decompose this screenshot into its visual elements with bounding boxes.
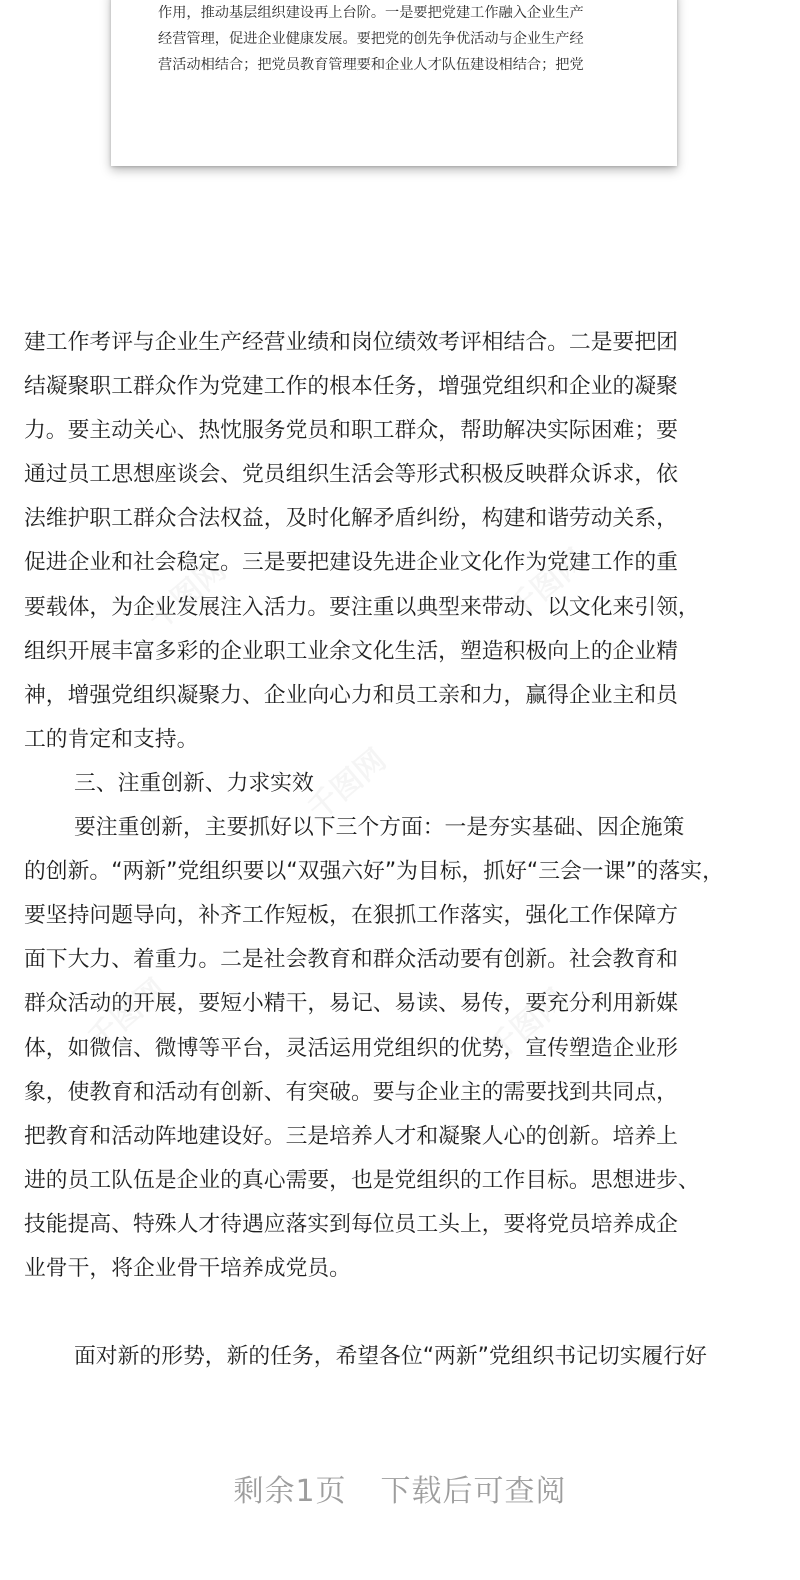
preview-line: 经营管理，促进企业健康发展。要把党的创先争优活动与企业生产经 [158,31,584,47]
preview-text [158,0,638,78]
text-line: 通过员工思想座谈会、党员组织生活会等形式积极反映群众诉求，依 [24,462,678,488]
text-line: 业骨干，将企业骨干培养成党员。 [24,1255,351,1281]
text-line: 要载体，为企业发展注入活力。要注重以典型来带动、以文化来引领， [24,594,700,620]
paragraph-3: 面对新的形势，新的任务，希望各位“两新”党组织书记切实履行好 [74,1344,707,1370]
text-line: 促进企业和社会稳定。三是要把建设先进企业文化作为党建工作的重 [24,550,678,576]
text-line: 要坚持问题导向，补齐工作短板，在狠抓工作落实，强化工作保障方 [24,903,678,929]
watermark: 千图网 [501,542,593,628]
text-line: 群众活动的开展，要短小精干，易记、易读、易传，要充分利用新媒 [24,991,678,1017]
download-to-view-label[interactable]: 下载后可查阅 [380,1474,567,1509]
paragraph-2 [24,806,776,1291]
remaining-pages-label: 剩余1页 [233,1474,347,1509]
watermark: 千图网 [301,742,393,828]
watermark: 千图网 [141,552,233,638]
page-preview-card [111,0,677,166]
preview-line: 营活动相结合；把党员教育管理要和企业人才队伍建设相结合；把党 [158,57,584,73]
text-line: 面下大力、着重力。二是社会教育和群众活动要有创新。社会教育和 [24,947,678,973]
watermark: 千图网 [481,982,573,1068]
text-line: 要注重创新，主要抓好以下三个方面：一是夯实基础、因企施策 [74,815,685,841]
watermark: 千图网 [81,972,173,1058]
text-line: 体，如微信、微博等平台，灵活运用党组织的优势，宣传塑造企业形 [24,1035,678,1061]
text-line: 把教育和活动阵地建设好。三是培养人才和凝聚人心的创新。培养上 [24,1123,678,1149]
text-line: 工的肯定和支持。 [24,726,199,752]
text-line: 建工作考评与企业生产经营业绩和岗位绩效考评相结合。二是要把团 [24,330,678,355]
text-line: 组织开展丰富多彩的企业职工业余文化生活，塑造积极向上的企业精 [24,638,678,664]
text-line: 结凝聚职工群众作为党建工作的根本任务，增强党组织和企业的凝聚 [24,374,678,400]
text-line: 法维护职工群众合法权益，及时化解矛盾纠纷，构建和谐劳动关系， [24,506,678,532]
paragraph-1 [24,321,776,762]
text-line: 进的员工队伍是企业的真心需要，也是党组织的工作目标。思想进步、 [24,1167,700,1193]
section-heading: 三、注重创新、力求实效 [74,770,314,796]
text-line: 技能提高、特殊人才待遇应落实到每位员工头上，要将党员培养成企 [24,1211,678,1237]
text-line: 神，增强党组织凝聚力、企业向心力和员工亲和力，赢得企业主和员 [24,682,678,708]
text-line: 力。要主动关心、热忱服务党员和职工群众，帮助解决实际困难；要 [24,418,678,444]
text-line: 的创新。“两新”党组织要以“双强六好”为目标，抓好“三会一课”的落实， [24,859,724,885]
preview-line: 作用，推动基层组织建设再上台阶。一是要把党建工作融入企业生产 [158,5,584,21]
text-line: 象，使教育和活动有创新、有突破。要与企业主的需要找到共同点， [24,1079,678,1105]
document-body [24,321,776,1379]
download-prompt[interactable] [0,1466,800,1510]
